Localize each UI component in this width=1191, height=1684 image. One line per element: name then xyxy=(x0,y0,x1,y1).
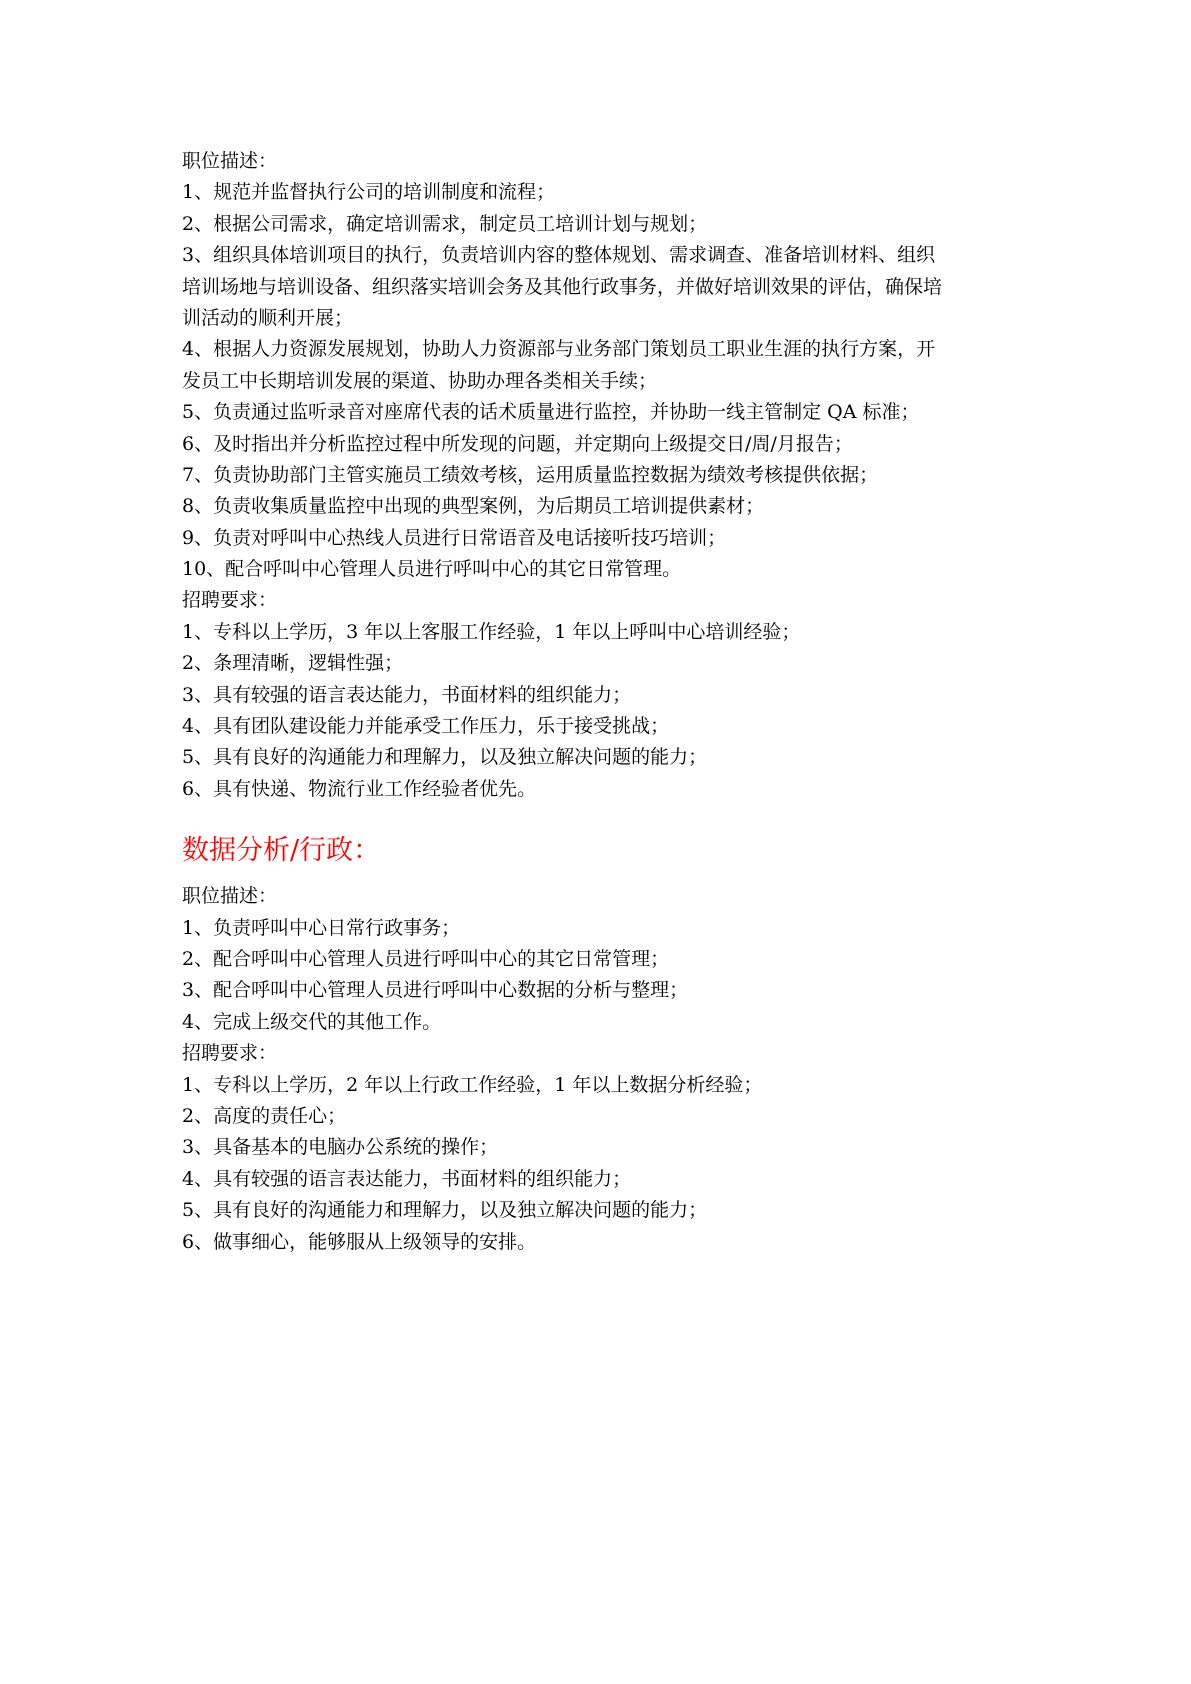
list-item: 训活动的顺利开展； xyxy=(182,306,354,329)
list-item: 发员工中长期培训发展的渠道、协助办理各类相关手续； xyxy=(182,369,658,392)
list-item: 3、具有较强的语言表达能力，书面材料的组织能力； xyxy=(182,683,632,706)
list-item: 1、负责呼叫中心日常行政事务； xyxy=(182,916,461,939)
training-section xyxy=(182,146,1042,805)
section-title: 数据分析/行政： xyxy=(182,835,381,867)
list-item: 培训场地与培训设备、组织落实培训会务及其他行政事务，并做好培训效果的评估，确保培 xyxy=(182,275,943,298)
list-item: 2、配合呼叫中心管理人员进行呼叫中心的其它日常管理； xyxy=(182,947,670,970)
job-description-heading: 职位描述： xyxy=(182,885,278,908)
list-item: 2、条理清晰，逻辑性强； xyxy=(182,652,404,675)
list-item: 5、具有良好的沟通能力和理解力，以及独立解决问题的能力； xyxy=(182,746,708,769)
document-page xyxy=(182,146,1042,1258)
list-item: 6、做事细心，能够服从上级领导的安排。 xyxy=(182,1230,537,1253)
list-item: 3、组织具体培训项目的执行，负责培训内容的整体规划、需求调查、准备培训材料、组织 xyxy=(182,244,936,267)
list-item: 1、规范并监督执行公司的培训制度和流程； xyxy=(182,181,556,204)
list-item: 3、具备基本的电脑办公系统的操作； xyxy=(182,1136,499,1159)
list-item: 9、负责对呼叫中心热线人员进行日常语音及电话接听技巧培训； xyxy=(182,526,727,549)
list-item: 2、根据公司需求，确定培训需求，制定员工培训计划与规划； xyxy=(182,212,708,235)
list-item: 1、专科以上学历，2 年以上行政工作经验，1 年以上数据分析经验； xyxy=(182,1073,763,1096)
list-item: 5、负责通过监听录音对座席代表的话术质量进行监控，并协助一线主管制定 QA 标准； xyxy=(182,401,920,424)
list-item: 7、负责协助部门主管实施员工绩效考核，运用质量监控数据为绩效考核提供依据； xyxy=(182,463,879,486)
list-item: 4、完成上级交代的其他工作。 xyxy=(182,1010,442,1033)
list-item: 4、具有团队建设能力并能承受工作压力，乐于接受挑战； xyxy=(182,715,670,738)
list-item: 4、根据人力资源发展规划，协助人力资源部与业务部门策划员工职业生涯的执行方案，开 xyxy=(182,338,936,361)
list-item: 3、配合呼叫中心管理人员进行呼叫中心数据的分析与整理； xyxy=(182,979,689,1002)
list-item: 1、专科以上学历，3 年以上客服工作经验，1 年以上呼叫中心培训经验； xyxy=(182,620,801,643)
requirements-list xyxy=(182,1070,1042,1258)
job-description-list xyxy=(182,177,1042,585)
list-item: 8、负责收集质量监控中出现的典型案例，为后期员工培训提供素材； xyxy=(182,495,765,518)
list-item: 6、具有快递、物流行业工作经验者优先。 xyxy=(182,777,537,800)
list-item: 10、配合呼叫中心管理人员进行呼叫中心的其它日常管理。 xyxy=(182,558,682,581)
data-analysis-admin-section xyxy=(182,881,1042,1258)
list-item: 2、高度的责任心； xyxy=(182,1104,347,1127)
requirements-heading: 招聘要求： xyxy=(182,1042,278,1065)
requirements-list xyxy=(182,617,1042,805)
list-item: 6、及时指出并分析监控过程中所发现的问题，并定期向上级提交日/周/月报告； xyxy=(182,432,853,455)
job-description-heading: 职位描述： xyxy=(182,150,278,172)
requirements-heading: 招聘要求： xyxy=(182,589,278,612)
list-item: 4、具有较强的语言表达能力，书面材料的组织能力； xyxy=(182,1167,632,1190)
job-description-list xyxy=(182,913,1042,1039)
list-item: 5、具有良好的沟通能力和理解力，以及独立解决问题的能力； xyxy=(182,1199,708,1222)
